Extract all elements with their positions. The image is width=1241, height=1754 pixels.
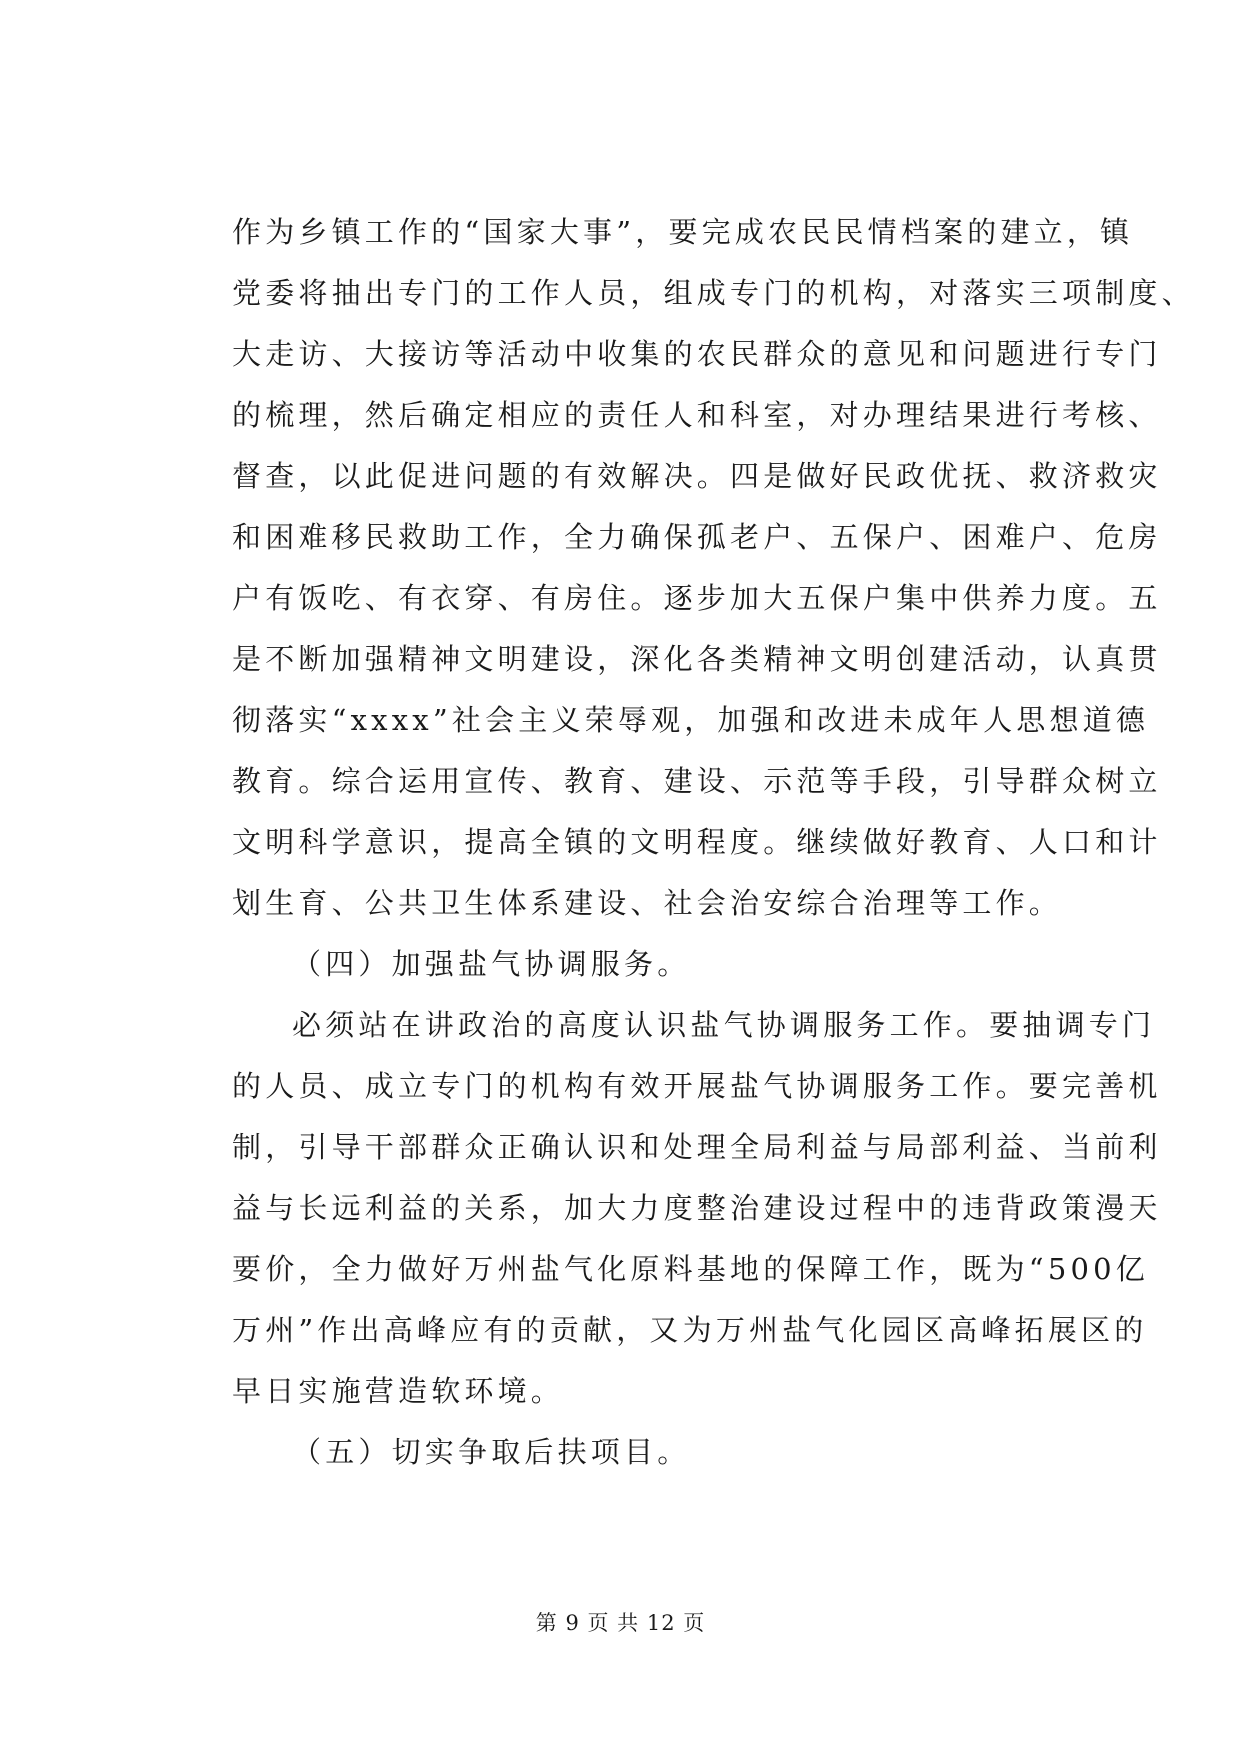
section-heading: （五）切实争取后扶项目。 (292, 1435, 691, 1469)
body-text-line: 必须站在讲政治的高度认识盐气协调服务工作。要抽调专门 (292, 1008, 1156, 1042)
body-text-line: 大走访、大接访等活动中收集的农民群众的意见和问题进行专门 (232, 337, 1162, 371)
body-text-line: 党委将抽出专门的工作人员，组成专门的机构，对落实三项制度、 (232, 276, 1195, 310)
body-text-line: 的人员、成立专门的机构有效开展盐气协调服务工作。要完善机 (232, 1069, 1162, 1103)
body-text-line: 要价，全力做好万州盐气化原料基地的保障工作，既为“500亿 (232, 1252, 1149, 1286)
body-text-line: 教育。综合运用宣传、教育、建设、示范等手段，引导群众树立 (232, 764, 1162, 798)
body-text-line: 益与长远利益的关系，加大力度整治建设过程中的违背政策漫天 (232, 1191, 1162, 1225)
section-heading: （四）加强盐气协调服务。 (292, 947, 691, 981)
body-text-line: 的梳理，然后确定相应的责任人和科室，对办理结果进行考核、 (232, 398, 1162, 432)
body-text-line: 是不断加强精神文明建设，深化各类精神文明创建活动，认真贯 (232, 642, 1162, 676)
body-text-line: 制，引导干部群众正确认识和处理全局利益与局部利益、当前利 (232, 1130, 1162, 1164)
body-text-line: 督查，以此促进问题的有效解决。四是做好民政优抚、救济救灾 (232, 459, 1162, 493)
body-text-line: 文明科学意识，提高全镇的文明程度。继续做好教育、人口和计 (232, 825, 1162, 859)
body-text-line: 和困难移民救助工作，全力确保孤老户、五保户、困难户、危房 (232, 520, 1162, 554)
body-text-line: 户有饭吃、有衣穿、有房住。逐步加大五保户集中供养力度。五 (232, 581, 1162, 615)
body-text-line: 作为乡镇工作的“国家大事”，要完成农民民情档案的建立，镇 (232, 215, 1134, 249)
body-text-line: 万州”作出高峰应有的贡献，又为万州盐气化园区高峰拓展区的 (232, 1313, 1148, 1347)
page-number-footer: 第 9 页 共 12 页 (535, 1611, 706, 1635)
body-text-line: 彻落实“xxxx”社会主义荣辱观，加强和改进未成年人思想道德 (232, 703, 1150, 737)
body-text-line: 早日实施营造软环境。 (232, 1374, 565, 1408)
body-text-line: 划生育、公共卫生体系建设、社会治安综合治理等工作。 (232, 886, 1063, 920)
